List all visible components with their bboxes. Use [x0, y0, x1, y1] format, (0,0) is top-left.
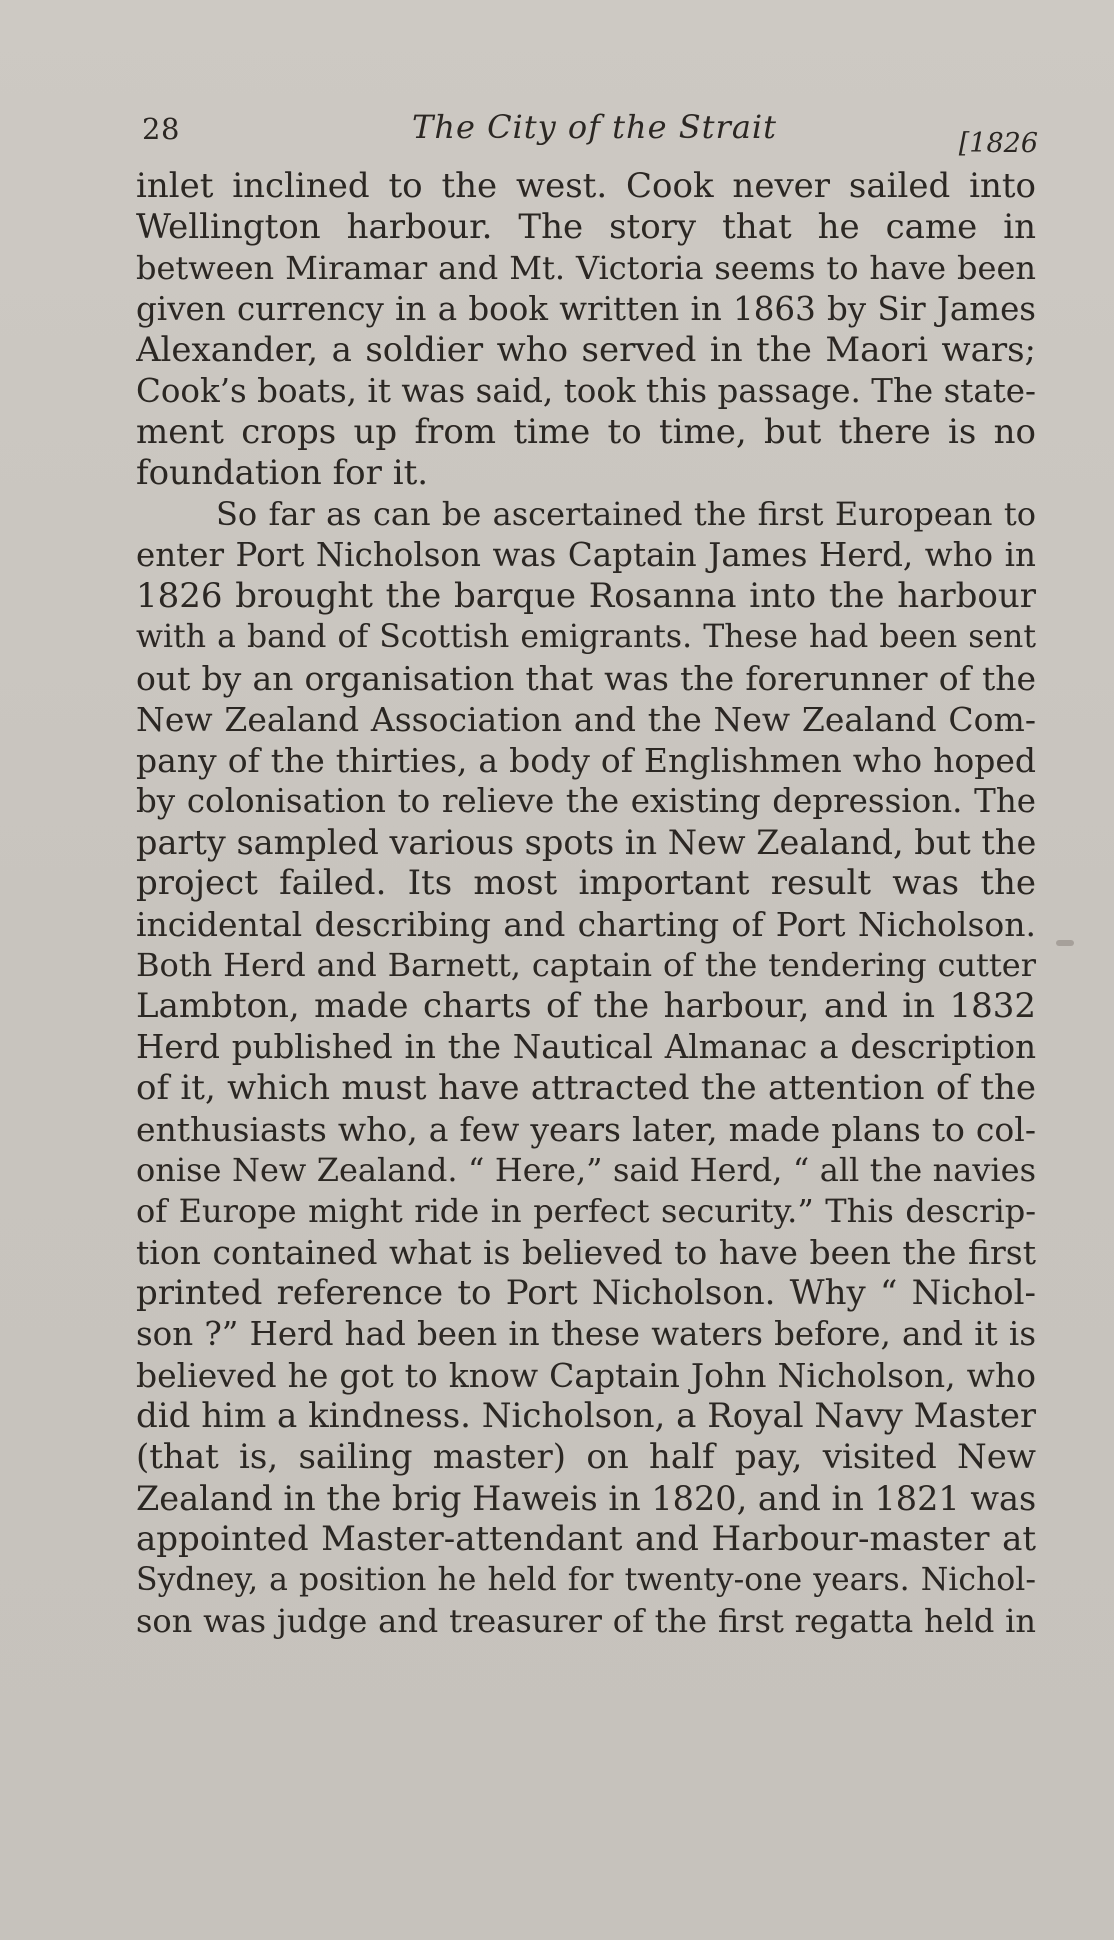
text-line: (that is, sailing master) on half pay, visited New [136, 1437, 1036, 1477]
text-line: son was judge and treasurer of the first regatta held in [136, 1602, 1036, 1640]
text-line: Sydney, a position he held for twenty-one years. Nichol- [136, 1562, 1036, 1598]
text-line: of Europe might ride in perfect security.” This descrip- [136, 1192, 1036, 1230]
text-line: party sampled various spots in New Zealand, but the [136, 823, 1036, 862]
text-line: tion contained what is believed to have been the first [136, 1233, 1036, 1272]
page-number: 28 [142, 112, 180, 146]
running-head [142, 108, 1038, 159]
text-line: inlet inclined to the west. Cook never sailed into [136, 166, 1036, 206]
text-line: ment crops up from time to time, but there is no [136, 412, 1036, 452]
year-mark: [1826 [958, 128, 1038, 159]
book-title: The City of the Strait [412, 108, 777, 146]
text-line: believed he got to know Captain John Nicholson, who [136, 1356, 1036, 1395]
text-line: pany of the thirties, a body of Englishmen who hoped [136, 741, 1036, 780]
text-line: between Miramar and Mt. Victoria seems to have been [136, 249, 1036, 287]
text-line: Alexander, a soldier who served in the Maori wars; [136, 330, 1036, 370]
text-line: given currency in a book written in 1863 by Sir James [136, 290, 1036, 328]
text-line: with a band of Scottish emigrants. These had been sent [136, 619, 1036, 655]
text-line: appointed Master-attendant and Harbour-master at [136, 1519, 1036, 1559]
text-line: out by an organisation that was the forerunner of the [136, 659, 1036, 698]
text-line: enter Port Nicholson was Captain James Herd, who in [136, 536, 1036, 574]
text-line: Zealand in the brig Haweis in 1820, and in 1821 was [136, 1479, 1036, 1518]
text-line: did him a kindness. Nicholson, a Royal Navy Master [136, 1396, 1036, 1436]
text-line: enthusiasts who, a few years later, made plans to col- [136, 1110, 1036, 1149]
text-line: 1826 brought the barque Rosanna into the harbour [136, 576, 1036, 616]
text-line: Herd published in the Nautical Almanac a description [136, 1028, 1036, 1066]
text-line: Cook’s boats, it was said, took this passage. The state- [136, 372, 1036, 410]
body-text [136, 166, 1036, 1642]
text-line: onise New Zealand. “ Here,” said Herd, “ all the navies [136, 1151, 1036, 1189]
text-line: printed reference to Port Nicholson. Why “ Nichol- [136, 1273, 1036, 1313]
text-line: So far as can be ascertained the first European to [216, 495, 1036, 533]
text-line: son ?” Herd had been in these waters before, and it is [136, 1315, 1036, 1353]
text-line: by colonisation to relieve the existing depression. The [136, 782, 1036, 820]
text-line: Wellington harbour. The story that he came in [136, 207, 1036, 247]
text-line: Lambton, made charts of the harbour, and in 1832 [136, 986, 1036, 1026]
text-line: project failed. Its most important result was the [136, 863, 1036, 903]
text-line: incidental describing and charting of Port Nicholson. [136, 905, 1036, 944]
text-line: foundation for it. [136, 453, 429, 493]
text-line: of it, which must have attracted the attention of the [136, 1068, 1036, 1108]
margin-ink-mark [1056, 940, 1074, 946]
text-line: New Zealand Association and the New Zealand Com- [136, 700, 1036, 739]
text-line: Both Herd and Barnett, captain of the tendering cutter [136, 946, 1036, 984]
